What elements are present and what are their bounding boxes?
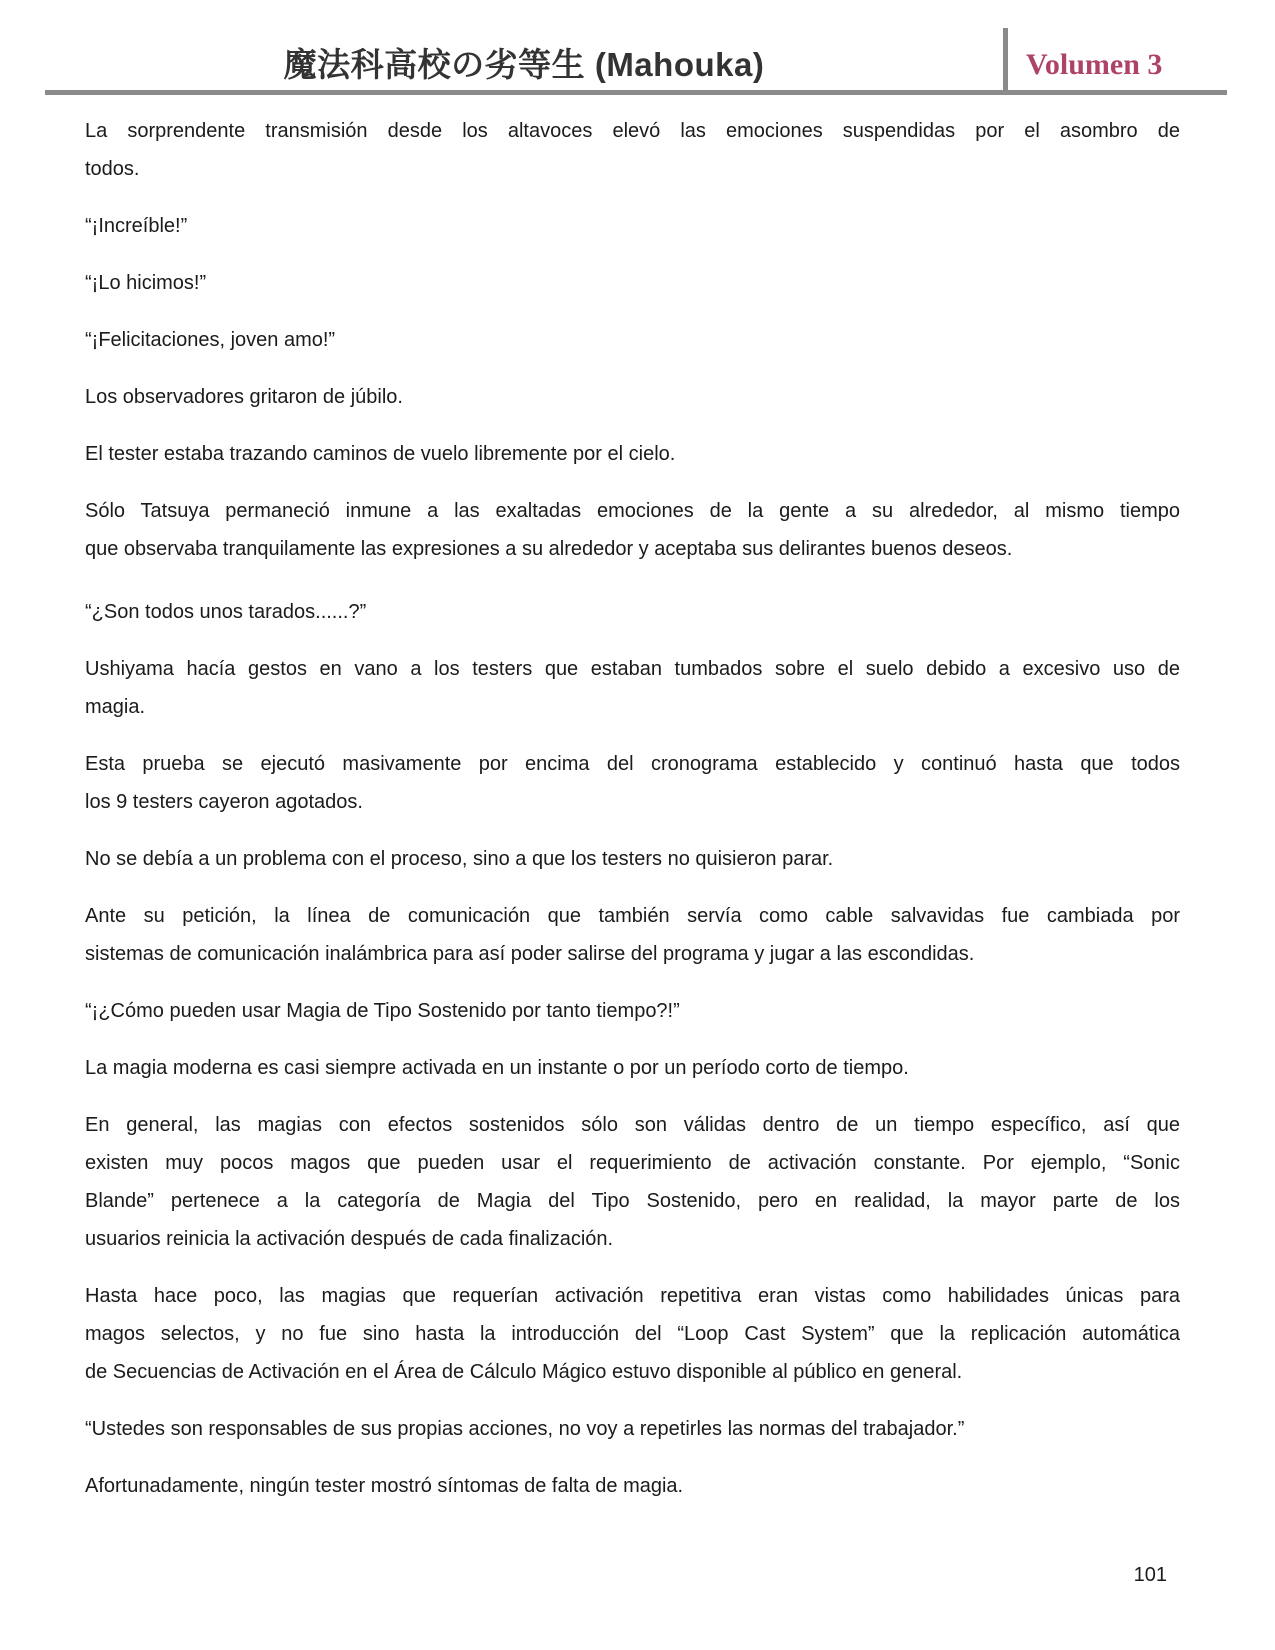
text-line: Sólo Tatsuya permaneció inmune a las exaltadas emociones de la gente a su alrededor, al mismo tiempo [85, 500, 1180, 522]
text-line: “¿Son todos unos tarados......?” [85, 601, 367, 623]
paragraph [85, 1049, 1180, 1087]
text-line: magia. [85, 696, 146, 718]
text-line: de Secuencias de Activación en el Área de Cálculo Mágico estuvo disponible al público en general. [85, 1361, 963, 1383]
text-line: “¡Lo hicimos!” [85, 272, 207, 294]
text-line: Hasta hace poco, las magias que requerían activación repetitiva eran vistas como habilidades únicas para [85, 1285, 1180, 1307]
text-line: Ante su petición, la línea de comunicación que también servía como cable salvavidas fue cambiada por [85, 905, 1180, 927]
page-number: 101 [1133, 1564, 1167, 1586]
text-line: “¡Increíble!” [85, 215, 188, 237]
paragraph [85, 435, 1180, 473]
page-header [45, 0, 1227, 90]
text-line: Esta prueba se ejecutó masivamente por encima del cronograma establecido y continuó hasta que todos [85, 753, 1180, 775]
paragraph [85, 207, 1180, 245]
text-line: En general, las magias con efectos sostenidos sólo son válidas dentro de un tiempo específico, así que [85, 1114, 1180, 1136]
page-title: 魔法科高校の劣等生 (Mahouka) [283, 46, 765, 84]
paragraph [85, 745, 1180, 821]
paragraph [85, 1467, 1180, 1505]
body-text [85, 112, 1180, 1524]
paragraph [85, 321, 1180, 359]
paragraph [85, 378, 1180, 416]
text-line: El tester estaba trazando caminos de vuelo libremente por el cielo. [85, 443, 676, 465]
text-line: “¡Felicitaciones, joven amo!” [85, 329, 336, 351]
text-line: existen muy pocos magos que pueden usar el requerimiento de activación constante. Por ejemplo, “Sonic [85, 1152, 1180, 1174]
page-footer [1134, 1556, 1167, 1594]
text-line: La sorprendente transmisión desde los altavoces elevó las emociones suspendidas por el asombro de [85, 120, 1180, 142]
paragraph [85, 112, 1180, 188]
text-line: “¡¿Cómo pueden usar Magia de Tipo Sostenido por tanto tiempo?!” [85, 1000, 680, 1022]
text-line: La magia moderna es casi siempre activada en un instante o por un período corto de tiempo. [85, 1057, 909, 1079]
paragraph [85, 992, 1180, 1030]
text-line: que observaba tranquilamente las expresiones a su alrededor y aceptaba sus delirantes buenos deseos. [85, 538, 1013, 560]
text-line: Los observadores gritaron de júbilo. [85, 386, 403, 408]
text-line: todos. [85, 158, 140, 180]
paragraph [85, 1106, 1180, 1258]
volume-label: Volumen 3 [1026, 48, 1163, 81]
text-line: sistemas de comunicación inalámbrica para así poder salirse del programa y jugar a las escondidas. [85, 943, 975, 965]
text-line: Afortunadamente, ningún tester mostró síntomas de falta de magia. [85, 1475, 684, 1497]
paragraph [85, 264, 1180, 302]
header-title-cell [45, 46, 1003, 90]
text-line: Blande” pertenece a la categoría de Magia del Tipo Sostenido, pero en realidad, la mayor parte de los [85, 1190, 1180, 1212]
header-rule [45, 90, 1227, 95]
paragraph [85, 1277, 1180, 1391]
paragraph [85, 492, 1180, 568]
text-line: usuarios reinicia la activación después de cada finalización. [85, 1228, 614, 1250]
text-line: “Ustedes son responsables de sus propias acciones, no voy a repetirles las normas del trabajador.” [85, 1418, 965, 1440]
text-line: Ushiyama hacía gestos en vano a los testers que estaban tumbados sobre el suelo debido a excesivo uso de [85, 658, 1180, 680]
header-volume-cell [1008, 48, 1227, 90]
text-line: No se debía a un problema con el proceso, sino a que los testers no quisieron parar. [85, 848, 834, 870]
paragraph [85, 897, 1180, 973]
paragraph [85, 1410, 1180, 1448]
paragraph [85, 593, 1180, 631]
paragraph [85, 840, 1180, 878]
text-line: los 9 testers cayeron agotados. [85, 791, 363, 813]
paragraph [85, 650, 1180, 726]
text-line: magos selectos, y no fue sino hasta la introducción del “Loop Cast System” que la replicación automática [85, 1323, 1180, 1345]
